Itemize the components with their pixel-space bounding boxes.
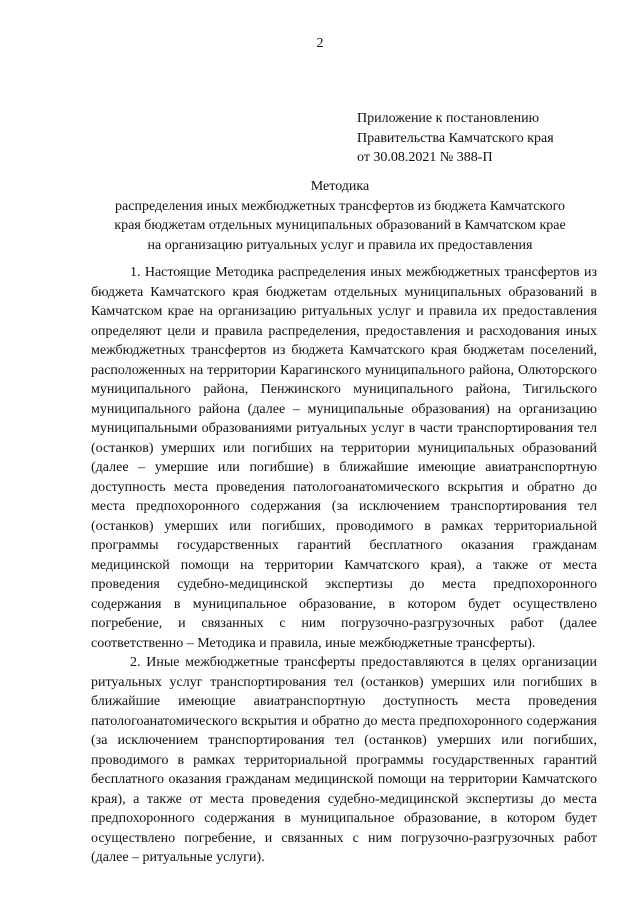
title-line: края бюджетам отдельных муниципальных образований в Камчатском крае — [114, 218, 566, 234]
appendix-header — [357, 109, 554, 168]
title-line: на организацию ритуальных услуг и правила их предоставления — [147, 237, 533, 253]
document-title — [80, 177, 600, 255]
title-line: распределения иных межбюджетных трансфертов из бюджета Камчатского — [115, 198, 565, 214]
appendix-line: Приложение к постановлению — [357, 111, 540, 126]
paragraph: 1. Настоящие Методика распределения иных межбюджетных трансфертов из бюджета Камчатского края бюджетам отдельных муниципальных образований в Камчатском крае на организацию ритуальных услуг и правила их предоставления определяют цели и правила распределения, предоставления и расходования иных межбюджетных трансфертов из бюджета Камчатского края бюджетам поселений, расположенных на территории Карагинского муниципального района, Олюторского муниципального района, Пенжинского муниципального района, Тигильского муниципального района (далее – муниципальные образования) на организацию муниципальными образованиями ритуальных услуг в части транспортирования тел (останков) умерших или погибших на территории муниципальных образований (далее – умершие или погибшие) в ближайшие имеющие авиатранспортную доступность места проведения патологоанатомического вскрытия и обратно до места предпохоронного содержания (за исключением транспортирования тел (останков) умерших или погибших, проводимого в рамках территориальной программы государственных гарантий бесплатного оказания гражданам медицинской помощи на территории Камчатского края), а также от места проведения судебно-медицинской экспертизы до места предпохоронного содержания в муниципальное образование, в котором будет осуществлено погребение, и связанных с ним погрузочно-разгрузочных работ (далее соответственно – Методика и правила, иные межбюджетные трансферты). — [91, 265, 597, 651]
document-body — [91, 263, 597, 868]
page-number: 2 — [316, 36, 324, 51]
paragraph: 2. Иные межбюджетные трансферты предоставляются в целях организации ритуальных услуг транспортирования тел (останков) умерших или погибших в ближайшие имеющие авиатранспортную доступность места проведения патологоанатомического вскрытия и обратно до места предпохоронного содержания (за исключением транспортирования тел (останков) умерших или погибших, проводимого в рамках территориальной программы государственных гарантий бесплатного оказания гражданам медицинской помощи на территории Камчатского края), а также от места проведения судебно-медицинской экспертизы до места предпохоронного содержания в муниципальное образование, в котором будет осуществлено погребение, и связанных с ним погрузочно-разгрузочных работ (далее – ритуальные услуги). — [91, 655, 597, 865]
appendix-line: Правительства Камчатского края — [357, 130, 554, 146]
title-heading: Методика — [310, 179, 370, 194]
appendix-line: от 30.08.2021 № 388-П — [357, 150, 493, 165]
